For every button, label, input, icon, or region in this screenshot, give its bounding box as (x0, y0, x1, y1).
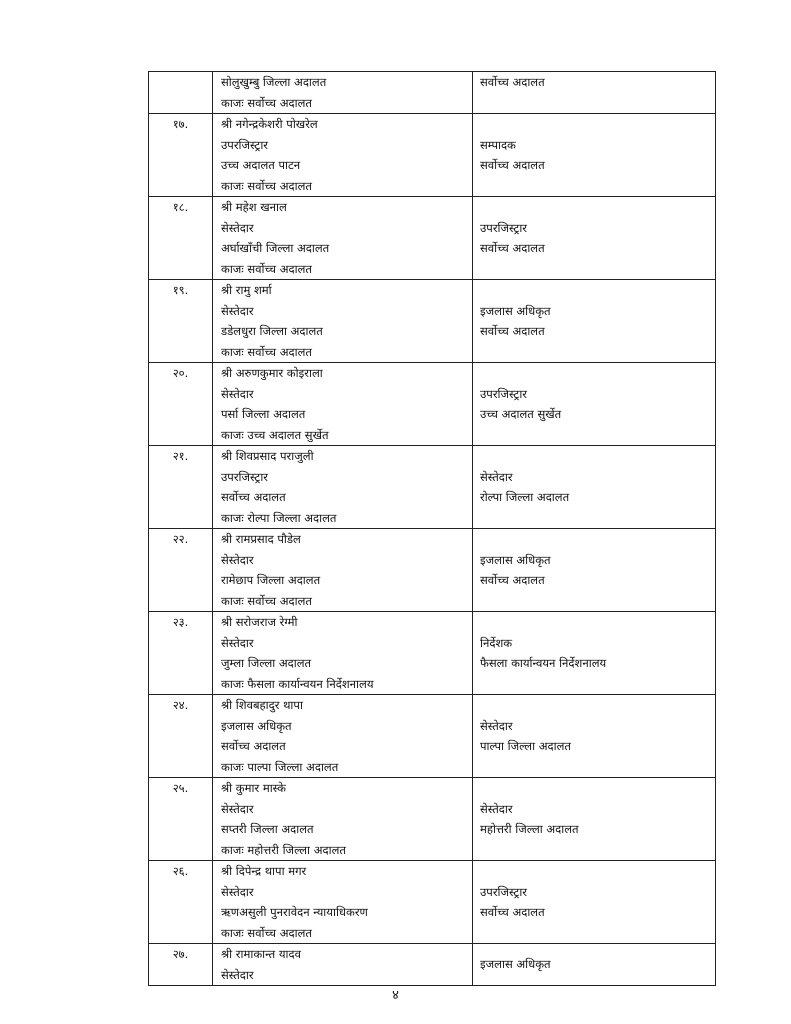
table-row (149, 280, 716, 363)
serial-number (149, 72, 213, 114)
new-position-cell (473, 695, 716, 778)
new-position-line: उपरजिस्ट्रार (480, 220, 528, 235)
new-position-line: सेस्तेदार (480, 469, 513, 484)
serial-number: २५. (149, 778, 213, 861)
current-position-line: रामेछाप जिल्ला अदालत (221, 573, 321, 587)
current-position-line: सेस्तेदार (221, 967, 254, 982)
current-position-line: सोलुखुम्बु जिल्ला अदालत (221, 75, 327, 89)
current-position-line: काजः सर्वोच्च अदालत (221, 178, 312, 193)
new-position-line: फैसला कार्यान्वयन निर्देशनालय (480, 656, 607, 670)
serial-number: २३. (149, 612, 213, 695)
new-position-line: सर्वोच्च अदालत (480, 324, 545, 338)
new-position-line: सर्वोच्च अदालत (480, 75, 545, 89)
current-position-line: सेस्तेदार (221, 386, 254, 401)
new-position-cell (473, 197, 716, 280)
table-row (149, 778, 716, 861)
new-position-cell (473, 114, 716, 197)
table-row (149, 695, 716, 778)
new-position-line: पाल्पा जिल्ला अदालत (480, 739, 571, 753)
current-position-line: सर्वोच्च अदालत (221, 490, 286, 504)
current-position-cell (213, 778, 473, 861)
serial-number: २०. (149, 363, 213, 446)
current-position-cell (213, 363, 473, 446)
serial-number: २४. (149, 695, 213, 778)
table-row (149, 114, 716, 197)
new-position-line: इजलास अधिकृत (480, 552, 551, 567)
new-position-line: सर्वोच्च अदालत (480, 573, 545, 587)
current-position-line: काजः सर्वोच्च अदालत (221, 593, 312, 608)
current-position-cell (213, 612, 473, 695)
new-position-line: उच्च अदालत सुर्खेत (480, 407, 562, 421)
current-position-line: काजः सर्वोच्च अदालत (221, 344, 312, 359)
current-position-line: सेस्तेदार (221, 220, 254, 235)
current-position-line: अर्घाखाँची जिल्ला अदालत (221, 241, 330, 255)
current-position-line: काजः उच्च अदालत सुर्खेत (221, 427, 329, 442)
serial-number: १९. (149, 280, 213, 363)
table-row (149, 72, 716, 114)
serial-number: १७. (149, 114, 213, 197)
current-position-line: श्री सरोजराज रेग्मी (221, 615, 298, 629)
current-position-cell (213, 197, 473, 280)
current-position-line: श्री रामाकान्त यादव (221, 947, 302, 961)
current-position-line: पर्सा जिल्ला अदालत (221, 407, 306, 421)
current-position-line: उपरजिस्ट्रार (221, 137, 269, 152)
current-position-line: ऋणअसुली पुनरावेदन न्यायाधिकरण (221, 905, 368, 919)
current-position-cell (213, 695, 473, 778)
table-row (149, 861, 716, 944)
current-position-cell (213, 114, 473, 197)
current-position-line: श्री अरुणकुमार कोइराला (221, 366, 323, 380)
current-position-line: काजः सर्वोच्च अदालत (221, 925, 312, 940)
table-row (149, 446, 716, 529)
new-position-line: सम्पादक (480, 137, 516, 152)
current-position-cell (213, 280, 473, 363)
current-position-line: काजः सर्वोच्च अदालत (221, 95, 312, 110)
table-row (149, 944, 716, 986)
current-position-line: इजलास अधिकृत (221, 718, 292, 733)
current-position-line: सेस्तेदार (221, 801, 254, 816)
new-position-cell (473, 280, 716, 363)
page-number: ४ (392, 988, 399, 1003)
current-position-line: श्री दिपेन्द्र थापा मगर (221, 864, 307, 878)
new-position-line: इजलास अधिकृत (480, 957, 551, 972)
current-position-line: सप्तरी जिल्ला अदालत (221, 822, 314, 836)
new-position-cell (473, 446, 716, 529)
current-position-cell (213, 529, 473, 612)
new-position-line: सर्वोच्च अदालत (480, 241, 545, 255)
current-position-cell (213, 446, 473, 529)
new-position-line: उपरजिस्ट्रार (480, 386, 528, 401)
new-position-line: सेस्तेदार (480, 801, 513, 816)
current-position-cell (213, 944, 473, 986)
new-position-line: सर्वोच्च अदालत (480, 158, 545, 172)
current-position-line: उच्च अदालत पाटन (221, 158, 301, 172)
new-position-line: रोल्पा जिल्ला अदालत (480, 490, 570, 504)
current-position-line: काजः महोत्तरी जिल्ला अदालत (221, 842, 346, 857)
current-position-line: श्री कुमार मास्के (221, 781, 286, 795)
current-position-line: काजः रोल्पा जिल्ला अदालत (221, 510, 337, 525)
new-position-cell (473, 72, 716, 114)
transfer-table (148, 71, 716, 986)
new-position-cell (473, 861, 716, 944)
new-position-cell (473, 944, 716, 986)
current-position-line: श्री नगेन्द्रकेशरी पोखरेल (221, 117, 318, 131)
current-position-cell (213, 861, 473, 944)
current-position-line: श्री रामप्रसाद पौडेल (221, 532, 301, 546)
current-position-line: श्री शिवबहादुर थापा (221, 698, 303, 712)
current-position-line: श्री शिवप्रसाद पराजुली (221, 449, 314, 463)
current-position-line: सेस्तेदार (221, 303, 254, 318)
new-position-line: महोत्तरी जिल्ला अदालत (480, 822, 579, 836)
current-position-line: उपरजिस्ट्रार (221, 469, 269, 484)
table-row (149, 612, 716, 695)
current-position-line: सेस्तेदार (221, 635, 254, 650)
current-position-line: काजः पाल्पा जिल्ला अदालत (221, 759, 339, 774)
new-position-line: सर्वोच्च अदालत (480, 905, 545, 919)
current-position-line: सेस्तेदार (221, 884, 254, 899)
new-position-line: इजलास अधिकृत (480, 303, 551, 318)
serial-number: २७. (149, 944, 213, 986)
new-position-line: निर्देशक (480, 635, 513, 650)
serial-number: १८. (149, 197, 213, 280)
new-position-cell (473, 363, 716, 446)
new-position-cell (473, 612, 716, 695)
current-position-line: जुम्ला जिल्ला अदालत (221, 656, 312, 670)
current-position-line: श्री रामु शर्मा (221, 283, 272, 297)
current-position-line: काजः फैसला कार्यान्वयन निर्देशनालय (221, 676, 374, 691)
table-row (149, 363, 716, 446)
transfer-table-body (149, 72, 716, 986)
current-position-line: श्री महेश खनाल (221, 200, 287, 214)
current-position-cell (213, 72, 473, 114)
table-row (149, 197, 716, 280)
table-row (149, 529, 716, 612)
new-position-line: उपरजिस्ट्रार (480, 884, 528, 899)
new-position-line: सेस्तेदार (480, 718, 513, 733)
new-position-cell (473, 529, 716, 612)
current-position-line: काजः सर्वोच्च अदालत (221, 261, 312, 276)
current-position-line: डडेलधुरा जिल्ला अदालत (221, 324, 323, 338)
current-position-line: सेस्तेदार (221, 552, 254, 567)
serial-number: २६. (149, 861, 213, 944)
current-position-line: सर्वोच्च अदालत (221, 739, 286, 753)
serial-number: २१. (149, 446, 213, 529)
new-position-cell (473, 778, 716, 861)
serial-number: २२. (149, 529, 213, 612)
